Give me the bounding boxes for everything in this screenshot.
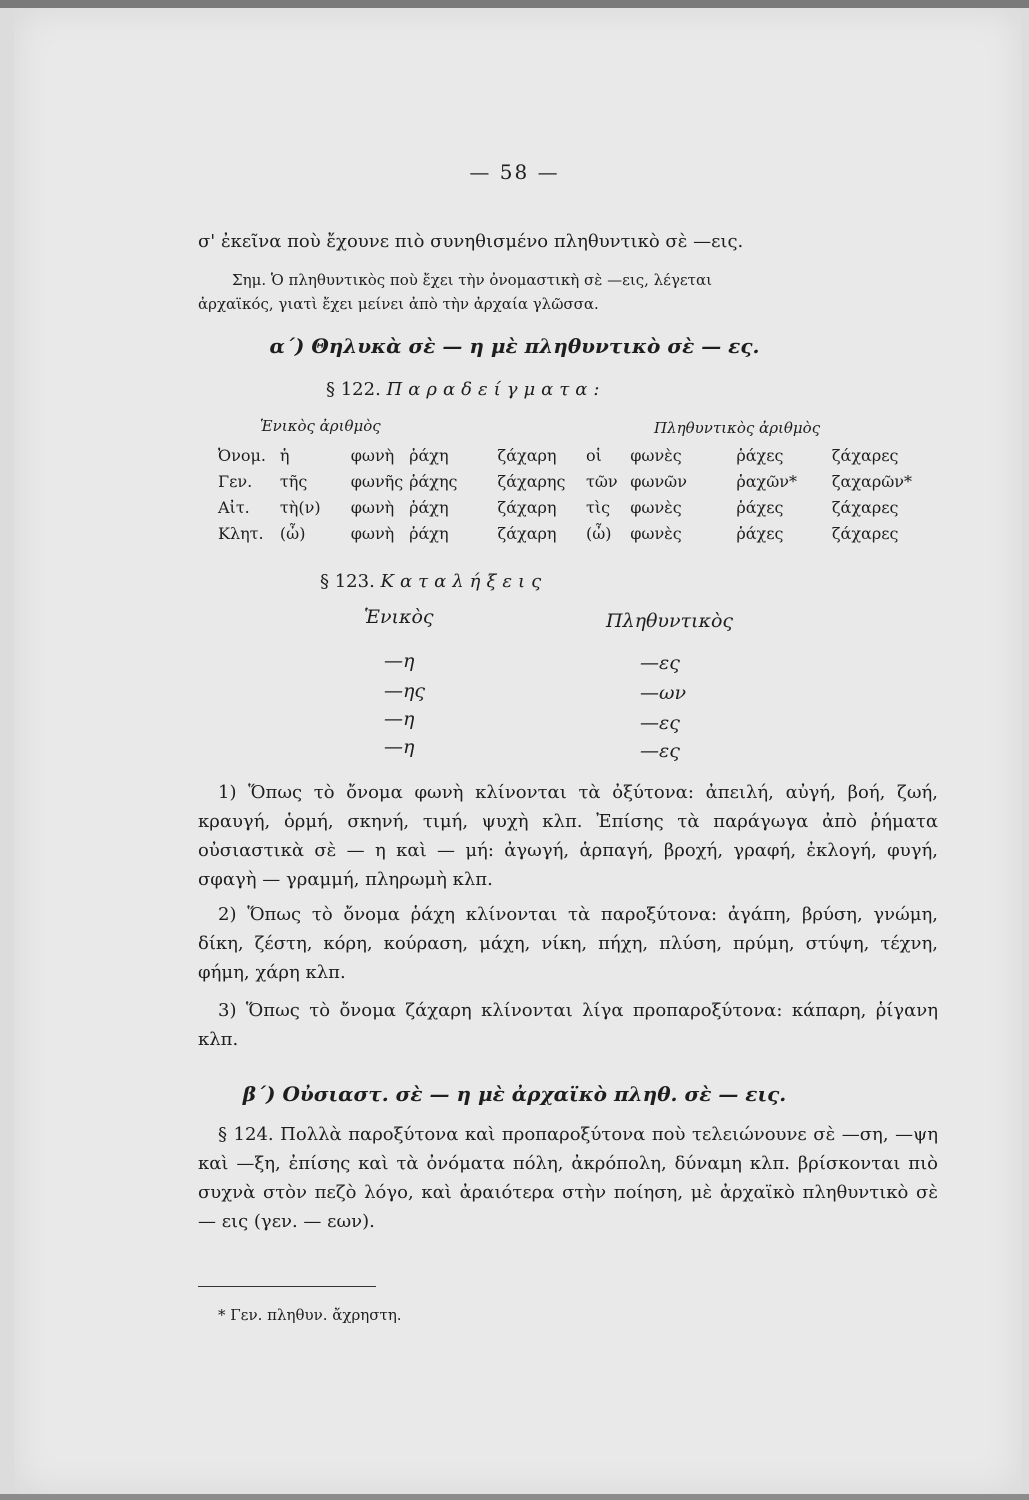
ending-singular: —ης	[384, 680, 426, 702]
form-zachari: ζάχαρης	[497, 471, 566, 491]
plural-foni: φωνὲς	[630, 445, 682, 465]
paragraph-1: 1) Ὅπως τὸ ὄνομα φωνὴ κλίνονται τὰ ὀξύτονα: ἀπειλή, αὐγή, βοή, ζωή, κραυγή, ὁρμή, σκηνή, τιμή, ψυχὴ κλπ. Ἐπίσης τὰ παράγωγα ἀπὸ ῥήματα οὐσιαστικὰ σὲ — η καὶ — μή: ἀγωγή, ἁρπαγή, βροχή, γραφή, ἐκλογή, φυγή, σφαγὴ — γραμμή, πληρωμὴ κλπ.	[198, 782, 938, 890]
form-foni: φωνὴ	[350, 445, 395, 465]
footnote: * Γεν. πληθυν. ἄχρηστη.	[218, 1306, 402, 1324]
singular-article: τὴ(ν)	[279, 497, 321, 517]
column-plural-label: Πληθυντικὸς ἀριθμὸς	[654, 419, 821, 437]
note-line-1: Σημ. Ὁ πληθυντικὸς ποὺ ἔχει τὴν ὀνομαστικὴ σὲ —εις, λέγεται	[232, 271, 712, 289]
paradigm-row	[218, 468, 938, 494]
paradigm-row	[218, 442, 938, 468]
ending-plural: —ες	[640, 740, 680, 762]
footnote-rule	[198, 1286, 376, 1287]
form-rachi: ῥάχη	[409, 497, 449, 517]
section-122-title: Παραδείγματα:	[386, 379, 606, 400]
scan-bottom-edge	[0, 1494, 1029, 1500]
section-122-number: § 122.	[326, 379, 381, 400]
plural-zachari: ζαχαρῶν*	[831, 471, 913, 491]
paradigm-table	[218, 442, 938, 546]
ending-singular: —η	[384, 650, 415, 672]
endings-plural-label: Πληθυντικὸς	[606, 610, 734, 632]
intro-line: σ' ἐκεῖνα ποὺ ἔχουνε πιὸ συνηθισμένο πληθυντικὸ σὲ —εις.	[198, 231, 744, 252]
form-zachari: ζάχαρη	[497, 445, 557, 465]
form-rachi: ῥάχη	[409, 445, 449, 465]
plural-article: οἱ	[585, 445, 602, 465]
case-label: Ὀνομ.	[218, 445, 266, 465]
page-number: — 58 —	[469, 160, 560, 184]
plural-foni: φωνὲς	[630, 523, 682, 543]
form-foni: φωνὴ	[350, 523, 395, 543]
case-label: Αἰτ.	[218, 497, 250, 517]
heading-feminine-e: α΄) Θηλυκὰ σὲ — η μὲ πληθυντικὸ σὲ — ες.	[269, 334, 760, 358]
ending-plural: —ων	[640, 682, 687, 704]
paragraph-3: 3) Ὅπως τὸ ὄνομα ζάχαρη κλίνονται λίγα προπαροξύτονα: κάπαρη, ῥίγανη κλπ.	[198, 1000, 938, 1050]
singular-article: (ὦ)	[279, 523, 306, 543]
paragraph-124: § 124. Πολλὰ παροξύτονα καὶ προπαροξύτονα ποὺ τελειώνουνε σὲ —ση, —ψη καὶ —ξη, ἐπίσης καὶ τὰ ὀνόματα πόλη, ἀκρόπολη, δύναμη κλπ. βρίσκονται πιὸ συχνὰ στὸν πεζὸ λόγο, καὶ ἀραιότερα στὴν ποίηση, μὲ ἀρχαϊκὸ πληθυντικὸ σὲ — εις (γεν. — εων).	[198, 1124, 938, 1232]
form-zachari: ζάχαρη	[497, 497, 557, 517]
singular-article: ἡ	[279, 445, 290, 465]
heading-archaic-plural: β΄) Οὐσιαστ. σὲ — η μὲ ἀρχαϊκὸ πληθ. σὲ — εις.	[242, 1082, 787, 1106]
plural-rachi: ῥαχῶν*	[736, 471, 798, 491]
column-singular-label: Ἑνικὸς ἀριθμὸς	[260, 417, 381, 435]
paradigm-row	[218, 520, 938, 546]
section-123-number: § 123.	[320, 571, 375, 592]
plural-zachari: ζάχαρες	[831, 497, 899, 517]
case-label: Κλητ.	[218, 523, 264, 543]
plural-foni: φωνῶν	[630, 471, 687, 491]
plural-zachari: ζάχαρες	[831, 445, 899, 465]
plural-rachi: ῥάχες	[736, 497, 784, 517]
ending-plural: —ες	[640, 652, 680, 674]
note-line-2: ἀρχαϊκός, γιατὶ ἔχει μείνει ἀπὸ τὴν ἀρχαία γλῶσσα.	[198, 295, 599, 313]
section-122	[326, 376, 1029, 404]
form-zachari: ζάχαρη	[497, 523, 557, 543]
plural-foni: φωνὲς	[630, 497, 682, 517]
paradigm-row	[218, 494, 938, 520]
plural-zachari: ζάχαρες	[831, 523, 899, 543]
plural-rachi: ῥάχες	[736, 445, 784, 465]
plural-rachi: ῥάχες	[736, 523, 784, 543]
endings-singular-label: Ἑνικὸς	[364, 606, 434, 628]
ending-plural: —ες	[640, 712, 680, 734]
ending-singular: —η	[384, 708, 415, 730]
singular-article: τῆς	[279, 471, 308, 491]
form-rachi: ῥάχη	[409, 523, 449, 543]
ending-singular: —η	[384, 736, 415, 758]
scan-top-edge	[0, 0, 1029, 8]
plural-article: τῶν	[585, 471, 618, 491]
section-123-title: Καταλήξεις	[380, 571, 548, 592]
plural-article: τὶς	[585, 497, 611, 517]
form-rachi: ῥάχης	[409, 471, 458, 491]
form-foni: φωνὴ	[350, 497, 395, 517]
form-foni: φωνῆς	[350, 471, 404, 491]
plural-article: (ὦ)	[585, 523, 612, 543]
section-123	[320, 568, 1029, 596]
case-label: Γεν.	[218, 471, 253, 491]
paragraph-2: 2) Ὅπως τὸ ὄνομα ῥάχη κλίνονται τὰ παροξύτονα: ἀγάπη, βρύση, γνώμη, δίκη, ζέστη, κόρη, κούραση, μάχη, νίκη, πήχη, πλύση, πρύμη, στύψη, τέχνη, φήμη, χάρη κλπ.	[198, 904, 938, 983]
